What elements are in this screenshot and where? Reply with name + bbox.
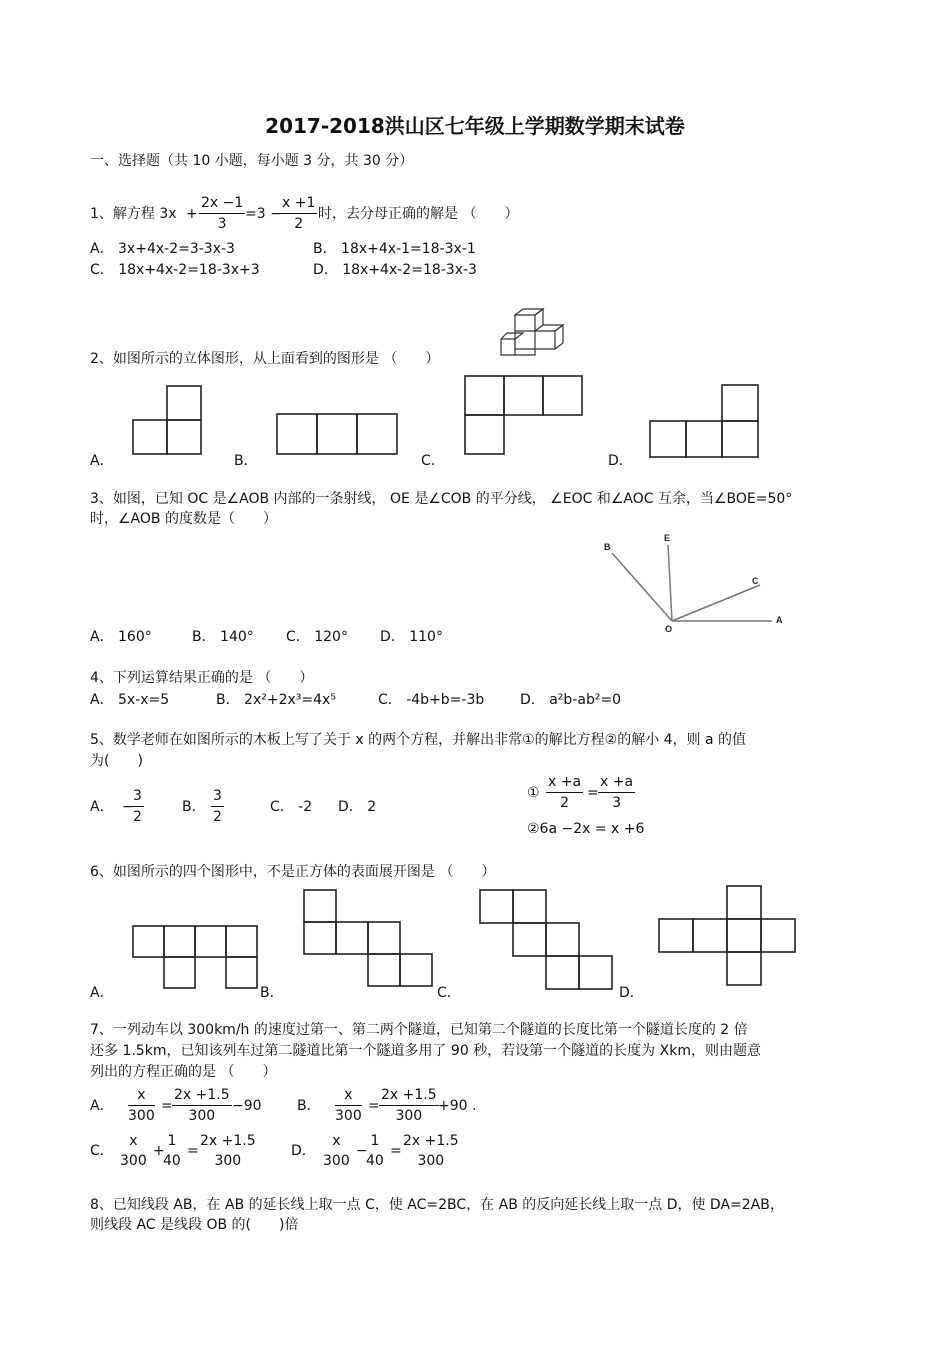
- numerator: 1: [167, 1133, 177, 1149]
- numerator: 2x +1.5: [403, 1133, 459, 1149]
- q5-line-1: 5、数学老师在如图所示的木板上写了关于 x 的两个方程，并解出非常①的解比方程②的解小 4，则 a 的值: [90, 732, 747, 748]
- q7-option-d-label[interactable]: D．: [291, 1143, 316, 1159]
- plus-sign: +: [186, 206, 198, 222]
- numerator: 1: [370, 1133, 380, 1149]
- denominator: 3: [217, 216, 227, 232]
- q2-text: 2、如图所示的立体图形，从上面看到的图形是 （ ）: [90, 351, 440, 367]
- q6-label-d[interactable]: D．: [619, 985, 644, 1001]
- numerator: x +a: [546, 772, 583, 793]
- q2-figure-a: [130, 384, 210, 458]
- denominator: 300: [335, 1108, 362, 1124]
- section-heading: 一、选择题（共 10 小题，每小题 3 分，共 30 分）: [90, 153, 414, 169]
- q2-label-d[interactable]: D．: [608, 453, 633, 469]
- q1-option-d[interactable]: D． 18x+4x-2=18-3x-3: [313, 262, 477, 278]
- cube-stack-figure: [495, 305, 575, 355]
- q5-option-a-fraction: [131, 786, 144, 827]
- q4-option-d[interactable]: D． a²b-ab²=0: [520, 692, 622, 708]
- q7-b-tail: +90 .: [438, 1098, 477, 1114]
- q7-b-frac-1: [335, 1085, 362, 1126]
- q3-option-a[interactable]: A． 160°: [90, 629, 152, 645]
- q7-d-frac-2: [366, 1131, 384, 1171]
- q3-line-1: 3、如图，已知 OC 是∠AOB 内部的一条射线， OE 是∠COB 的平分线， ∠EOC 和∠AOC 互余，当∠BOE=50°: [90, 491, 793, 507]
- q8-line-1: 8、已知线段 AB，在 AB 的延长线上取一点 C，使 AC=2BC，在 AB 的反向延长线上取一点 D，使 DA=2AB，: [90, 1197, 784, 1213]
- q1-option-a[interactable]: A． 3x+4x-2=3-3x-3: [90, 241, 235, 257]
- numerator: 3: [131, 786, 144, 807]
- q6-label-a[interactable]: A．: [90, 985, 114, 1001]
- denominator: 300: [128, 1108, 155, 1124]
- denominator: 3: [612, 795, 621, 811]
- q4-text: 4、下列运算结果正确的是 （ ）: [90, 670, 314, 686]
- point-e-label: E: [664, 533, 671, 543]
- q3-line-2: 时，∠AOB 的度数是（ ）: [90, 511, 277, 527]
- denominator: 300: [395, 1108, 423, 1124]
- q2-figure-d: [650, 383, 762, 459]
- q7-a-tail: −90: [232, 1098, 262, 1114]
- numerator: 3: [211, 786, 224, 807]
- q5-option-b-label[interactable]: B．: [182, 799, 206, 815]
- numerator: x +a: [598, 772, 635, 793]
- equals-sign: =: [187, 1143, 199, 1159]
- numerator: 2x +1.5: [200, 1133, 256, 1149]
- denominator: 300: [188, 1108, 216, 1124]
- minus-sign: −: [356, 1143, 368, 1159]
- q6-net-d: [658, 884, 798, 988]
- q7-line-3: 列出的方程正确的是 （ ）: [90, 1064, 277, 1080]
- q3-option-c[interactable]: C． 120°: [286, 629, 348, 645]
- denominator: 300: [417, 1153, 445, 1169]
- q5-line-2: 为( ): [90, 753, 143, 769]
- denominator: 300: [323, 1153, 350, 1169]
- point-c-label: C: [752, 576, 759, 586]
- q4-option-a[interactable]: A． 5x-x=5: [90, 692, 170, 708]
- denominator: 300: [120, 1153, 147, 1169]
- q6-net-c: [478, 888, 616, 992]
- q8-line-2: 则线段 AC 是线段 OB 的( )倍: [90, 1217, 299, 1233]
- q2-figure-b: [275, 412, 405, 458]
- q6-net-b: [302, 888, 436, 992]
- q7-option-a-label[interactable]: A．: [90, 1098, 114, 1114]
- denominator: 2: [213, 809, 222, 825]
- page-title: 2017-2018洪山区七年级上学期数学期末试卷: [265, 114, 685, 138]
- q5-option-c[interactable]: C． -2: [270, 799, 313, 815]
- q7-d-frac-3: [401, 1131, 461, 1171]
- q2-figure-c: [463, 374, 588, 458]
- equation-2: ②6a −2x = x +6: [527, 821, 645, 837]
- numerator: x: [335, 1085, 362, 1106]
- q2-label-a[interactable]: A．: [90, 453, 114, 469]
- q7-line-2: 还多 1.5km，已知该列车过第二隧道比第一个隧道多用了 90 秒，若设第一个隧道的长度为 Xkm，则由题意: [90, 1043, 761, 1059]
- q1-mid: =3 −: [245, 206, 282, 222]
- q6-text: 6、如图所示的四个图形中，不是正方体的表面展开图是 （ ）: [90, 864, 496, 880]
- q2-label-c[interactable]: C．: [421, 453, 445, 469]
- q3-option-d[interactable]: D． 110°: [380, 629, 443, 645]
- denominator: 2: [294, 216, 304, 232]
- equals-sign: =: [161, 1098, 173, 1114]
- point-a-label: A: [776, 615, 783, 625]
- numerator: x: [332, 1133, 341, 1149]
- denominator: 300: [214, 1153, 242, 1169]
- denominator: 2: [560, 795, 569, 811]
- numerator: x: [128, 1085, 155, 1106]
- equals-sign: =: [390, 1143, 402, 1159]
- denominator: 2: [133, 809, 142, 825]
- q6-net-a: [130, 923, 262, 991]
- plus-sign: +: [153, 1143, 165, 1159]
- q7-b-frac-2: [379, 1085, 439, 1126]
- equation-1-mark: ①: [527, 785, 540, 801]
- q1-suffix: 时，去分母正确的解是 （ ）: [318, 206, 519, 222]
- minus-sign: −: [122, 799, 134, 815]
- equals-sign: =: [368, 1098, 380, 1114]
- q4-option-b[interactable]: B． 2x²+2x³=4x⁵: [216, 692, 336, 708]
- numerator: x: [129, 1133, 138, 1149]
- denominator: 40: [163, 1153, 181, 1169]
- q7-a-frac-1: [128, 1085, 155, 1126]
- denominator: 40: [366, 1153, 384, 1169]
- q7-line-1: 7、一列动车以 300km/h 的速度过第一、第二两个隧道，已知第二个隧道的长度比第一个隧道长度的 2 倍: [90, 1022, 748, 1038]
- equation-1-left: [546, 772, 583, 813]
- numerator: x +1: [280, 193, 317, 214]
- q6-label-b[interactable]: B．: [260, 985, 284, 1001]
- q1-option-c[interactable]: C． 18x+4x-2=18-3x+3: [90, 262, 260, 278]
- q7-c-frac-1: [120, 1131, 147, 1171]
- numerator: 2x +1.5: [172, 1085, 232, 1106]
- q3-angle-diagram: [600, 535, 800, 635]
- q1-option-b[interactable]: B． 18x+4x-1=18-3x-1: [313, 241, 476, 257]
- q1-fraction-1: [199, 193, 245, 234]
- q5-option-b-fraction: [211, 786, 224, 827]
- point-b-label: B: [604, 542, 611, 552]
- numerator: 2x +1.5: [379, 1085, 439, 1106]
- q4-option-c[interactable]: C． -4b+b=-3b: [378, 692, 485, 708]
- equation-1-right: [598, 772, 635, 813]
- q6-label-c[interactable]: C．: [437, 985, 461, 1001]
- q5-option-d[interactable]: D． 2: [338, 799, 377, 815]
- q1-prefix: 1、解方程 3x: [90, 206, 177, 222]
- q7-c-frac-2: [163, 1131, 181, 1171]
- numerator: 2x −1: [199, 193, 245, 214]
- q7-option-b-label[interactable]: B．: [297, 1098, 321, 1114]
- q7-option-c-label[interactable]: C．: [90, 1143, 114, 1159]
- q7-c-frac-3: [198, 1131, 258, 1171]
- point-o-label: O: [665, 624, 673, 634]
- q1-fraction-2: [280, 193, 317, 234]
- q7-d-frac-1: [323, 1131, 350, 1171]
- q3-option-b[interactable]: B． 140°: [192, 629, 254, 645]
- q5-option-a-label[interactable]: A．: [90, 799, 114, 815]
- equals-sign: =: [587, 785, 599, 801]
- q2-label-b[interactable]: B．: [234, 453, 258, 469]
- q7-a-frac-2: [172, 1085, 232, 1126]
